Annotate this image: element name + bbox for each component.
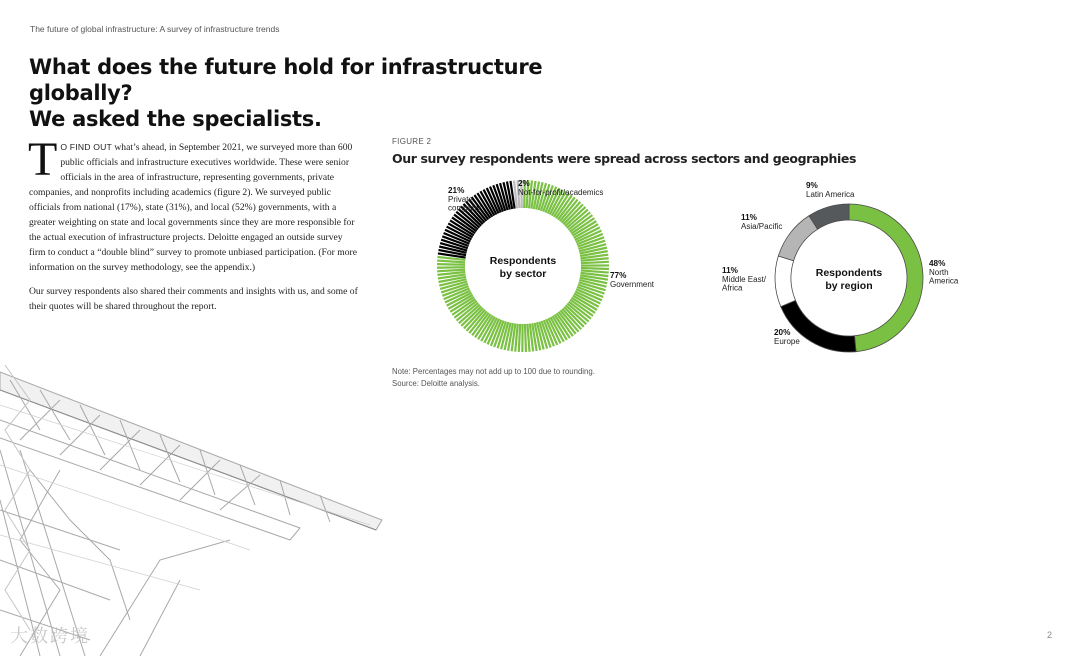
- figure-note: Note: Percentages may not add up to 100 due to rounding.: [392, 367, 595, 376]
- hatch-line: [581, 268, 609, 269]
- figure-label: FIGURE 2: [392, 137, 432, 146]
- hatch-line: [519, 324, 520, 352]
- slice-arc: [775, 256, 796, 307]
- slice-name: Government: [610, 280, 655, 289]
- figure-source: Source: Deloitte analysis.: [392, 379, 480, 388]
- slice-name: America: [929, 276, 959, 286]
- hatch-line: [437, 264, 465, 265]
- slice-pct: 20%: [774, 328, 791, 337]
- slice-name: Africa: [722, 283, 743, 293]
- sector-donut-chart: [437, 179, 655, 352]
- slice-arc: [809, 204, 849, 229]
- slice-pct: 21%: [448, 186, 465, 195]
- center-label: Respondents: [815, 267, 883, 279]
- figure-notes: [392, 366, 595, 390]
- slice-name: Latin America: [806, 190, 855, 199]
- slice-pct: 11%: [741, 213, 757, 222]
- hatch-line: [581, 270, 609, 272]
- slice-pct: 77%: [610, 271, 627, 280]
- center-label: by region: [825, 280, 873, 292]
- slice-asia-pacific: [778, 216, 817, 261]
- lead-smallcaps: O FIND OUT: [60, 142, 112, 152]
- figure-title: Our survey respondents were spread across sectors and geographies: [392, 151, 856, 166]
- slice-latin-america: [809, 204, 849, 229]
- body-paragraph-2: Our survey respondents also shared their comments and insights with us, and some of their quotes will be shared throughout the report.: [29, 286, 358, 312]
- slice-label-middle-east-africa: [722, 266, 767, 293]
- slice-label-asia-pacific: [741, 213, 782, 231]
- running-head: The future of global infrastructure: A survey of infrastructure trends: [30, 24, 280, 34]
- center-label: Respondents: [489, 255, 557, 267]
- hatch-line: [581, 262, 609, 263]
- dropcap: T: [28, 133, 58, 186]
- slice-name: company: [448, 203, 481, 213]
- center-label: by sector: [499, 268, 547, 280]
- slice-pct: 9%: [806, 181, 818, 190]
- slice-pct: 2%: [518, 179, 530, 188]
- slice-name: Middle East/: [722, 275, 767, 284]
- slice-name: Europe: [774, 337, 800, 346]
- watermark: 大数跨境: [10, 626, 90, 647]
- hatch-line: [437, 270, 465, 272]
- steel-structure-illustration: [0, 360, 390, 656]
- slice-label-private-company: [448, 186, 480, 213]
- slice-name: Not-for-profit/academics: [518, 188, 604, 197]
- slice-pct: 48%: [929, 259, 946, 268]
- body-paragraph-1-text: what’s ahead, in September 2021, we surveyed more than 600 public officials and infrastructure executives worldwide. These were senior officials in the area of infrastructure, representing governments, private companies, and nonprofits including academics (figure 2). We surveyed public officials from national (17%), state (31%), and local (52%) governments, with a greater weighting on state and local governments since they are more responsible for the actual execution of infrastructure projects. Deloitte engaged an outside survey firm to conduct a “double blind” survey to promote unbiased participation. (For more information on the survey methodology, see the appendix.): [29, 142, 357, 273]
- hatch-line: [437, 261, 465, 263]
- slice-middle-east-africa: [775, 256, 796, 307]
- slice-name: North: [929, 268, 949, 277]
- page-title-line-1: What does the future hold for infrastructure globally?: [29, 55, 543, 105]
- slice-label-north-america: [929, 259, 959, 286]
- region-donut-chart: [722, 181, 959, 352]
- slice-name: Private: [448, 195, 473, 204]
- page-number: 2: [1046, 630, 1052, 640]
- hatch-line: [527, 324, 529, 352]
- slice-arc: [778, 216, 817, 261]
- page-title-line-2: We asked the specialists.: [29, 107, 322, 131]
- slice-label-latin-america: [806, 181, 855, 199]
- hatch-line: [437, 267, 465, 268]
- slice-name: Asia/Pacific: [741, 222, 783, 231]
- slice-label-government: [610, 271, 655, 289]
- slice-pct: 11%: [722, 266, 738, 275]
- hatch-line: [525, 324, 526, 352]
